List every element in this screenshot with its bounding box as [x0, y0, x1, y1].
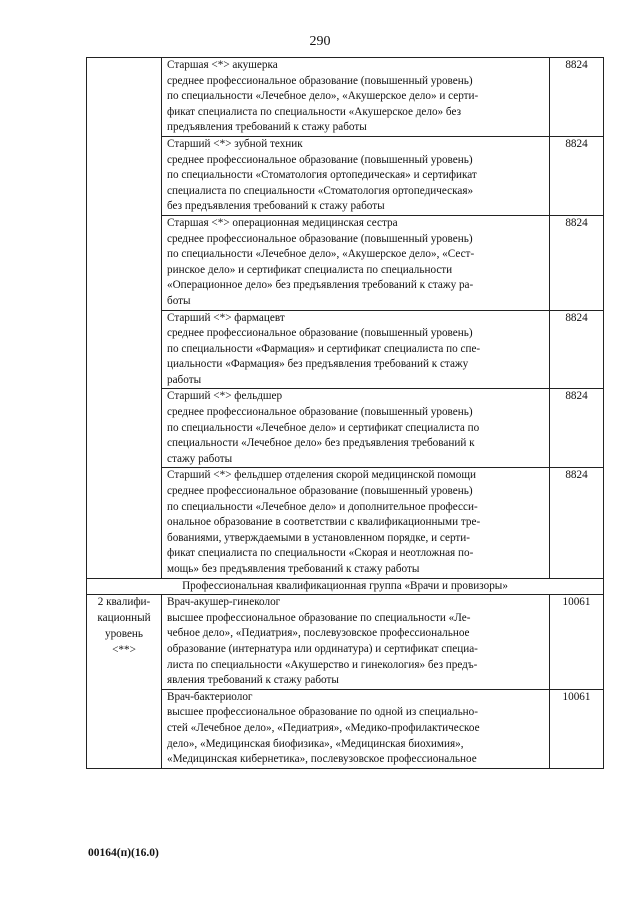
- position-description-cell: [162, 468, 550, 578]
- cell-text-line: уровень: [104, 627, 144, 640]
- cell-text-line: среднее профессиональное образование (повышенный уровень): [167, 485, 473, 498]
- cell-text-line: «Операционное дело» без предъявления требований к стажу ра-: [167, 279, 474, 292]
- footer-code: 00164(п)(16.0): [88, 847, 159, 859]
- cell-text-line: Старший <*> зубной техник: [167, 137, 303, 150]
- cell-text-line: специалиста по специальности «Стоматология ортопедическая»: [167, 184, 474, 197]
- cell-text-line: Старший <*> фельдшер отделения скорой медицинской помощи: [167, 469, 476, 482]
- cell-text-line: Врач-бактериолог: [167, 690, 253, 703]
- qualification-level-cell: [87, 595, 162, 769]
- salary-value-cell: 8824: [550, 215, 604, 310]
- table-row: [87, 468, 604, 578]
- cell-text-line: <**>: [112, 643, 136, 656]
- table-row: [87, 136, 604, 215]
- cell-text-line: Врач-акушер-гинеколог: [167, 596, 281, 609]
- position-description-cell: [162, 310, 550, 389]
- cell-text-line: без предъявления требований к стажу работы: [167, 200, 385, 213]
- salary-value-cell: 8824: [550, 389, 604, 468]
- salary-value-cell: 8824: [550, 58, 604, 137]
- cell-text-line: стей «Лечебное дело», «Педиатрия», «Медико-профилактическое: [167, 721, 480, 734]
- cell-text-line: боты: [167, 294, 191, 307]
- cell-text-line: кационный: [97, 611, 151, 624]
- table-row: [87, 310, 604, 389]
- cell-text-line: среднее профессиональное образование (повышенный уровень): [167, 327, 473, 340]
- group-header-row: [87, 578, 604, 595]
- cell-text-line: Старший <*> фельдшер: [167, 390, 283, 403]
- page-number: 290: [309, 34, 331, 49]
- cell-text-line: мощь» без предъявления требований к стажу работы: [167, 563, 420, 575]
- cell-text-line: образование (интернатура или ординатура) и сертификат специа-: [167, 642, 478, 655]
- group-title: Профессиональная квалификационная группа «Врачи и провизоры»: [87, 578, 604, 595]
- cell-text-line: 2 квалифи-: [97, 596, 151, 609]
- table-row: [87, 595, 604, 690]
- table-row: [87, 215, 604, 310]
- cell-text-line: чебное дело», «Педиатрия», послевузовское профессиональное: [167, 627, 470, 640]
- cell-text-line: по специальности «Лечебное дело» и сертификат специалиста по: [167, 421, 480, 434]
- cell-text-line: среднее профессиональное образование (повышенный уровень): [167, 232, 473, 245]
- cell-text-line: работы: [167, 373, 202, 386]
- cell-text-line: ринское дело» и сертификат специалиста по специальности: [167, 263, 453, 276]
- cell-text-line: фикат специалиста по специальности «Скорая и неотложная по-: [167, 547, 474, 560]
- cell-text-line: специальности «Лечебное дело» без предъявления требований к: [167, 437, 475, 450]
- cell-text-line: бованиями, утверждаемыми в установленном порядке, и серти-: [167, 531, 470, 544]
- cell-text-line: дело», «Медицинская биофизика», «Медицинская биохимия»,: [167, 737, 464, 750]
- cell-text-line: стажу работы: [167, 452, 233, 465]
- qualification-level-cell: [87, 58, 162, 579]
- cell-text-line: по специальности «Лечебное дело» и дополнительное професси-: [167, 500, 478, 513]
- cell-text-line: высшее профессиональное образование по специальности «Ле-: [167, 611, 471, 624]
- cell-text-line: по специальности «Лечебное дело», «Акушерское дело», «Сест-: [167, 248, 475, 261]
- cell-text-line: среднее профессиональное образование (повышенный уровень): [167, 406, 473, 419]
- cell-text-line: Старшая <*> операционная медицинская сестра: [167, 216, 398, 229]
- salary-table: [86, 57, 604, 769]
- salary-value-cell: 10061: [550, 689, 604, 768]
- cell-text-line: фикат специалиста по специальности «Акушерское дело» без: [167, 105, 461, 118]
- salary-value-cell: 8824: [550, 136, 604, 215]
- cell-text-line: по специальности «Лечебное дело», «Акушерское дело» и серти-: [167, 90, 479, 103]
- cell-text-line: «Медицинская кибернетика», послевузовское профессиональное: [167, 753, 477, 766]
- cell-text-line: по специальности «Фармация» и сертификат специалиста по спе-: [167, 342, 481, 355]
- cell-text-line: явления требований к стажу работы: [167, 674, 339, 687]
- position-description-cell: [162, 58, 550, 137]
- table-row: [87, 389, 604, 468]
- cell-text-line: циальности «Фармация» без предъявления требований к стажу: [167, 358, 469, 371]
- cell-text-line: по специальности «Стоматология ортопедическая» и сертификат: [167, 169, 477, 182]
- position-description-cell: [162, 215, 550, 310]
- cell-text-line: предъявления требований к стажу работы: [167, 121, 367, 134]
- table-row: [87, 58, 604, 137]
- salary-value-cell: 10061: [550, 595, 604, 690]
- salary-value-cell: 8824: [550, 310, 604, 389]
- table-row: [87, 689, 604, 768]
- cell-text-line: среднее профессиональное образование (повышенный уровень): [167, 74, 473, 87]
- position-description-cell: [162, 595, 550, 690]
- position-description-cell: [162, 389, 550, 468]
- cell-text-line: высшее профессиональное образование по одной из специально-: [167, 706, 478, 719]
- cell-text-line: листа по специальности «Акушерство и гинекология» без предъ-: [167, 658, 478, 671]
- cell-text-line: среднее профессиональное образование (повышенный уровень): [167, 153, 473, 166]
- position-description-cell: [162, 689, 550, 768]
- cell-text-line: ональное образование в соответствии с квалификационными тре-: [167, 516, 481, 529]
- cell-text-line: Старшая <*> акушерка: [167, 59, 278, 71]
- position-description-cell: [162, 136, 550, 215]
- cell-text-line: Старший <*> фармацевт: [167, 311, 285, 324]
- salary-value-cell: 8824: [550, 468, 604, 578]
